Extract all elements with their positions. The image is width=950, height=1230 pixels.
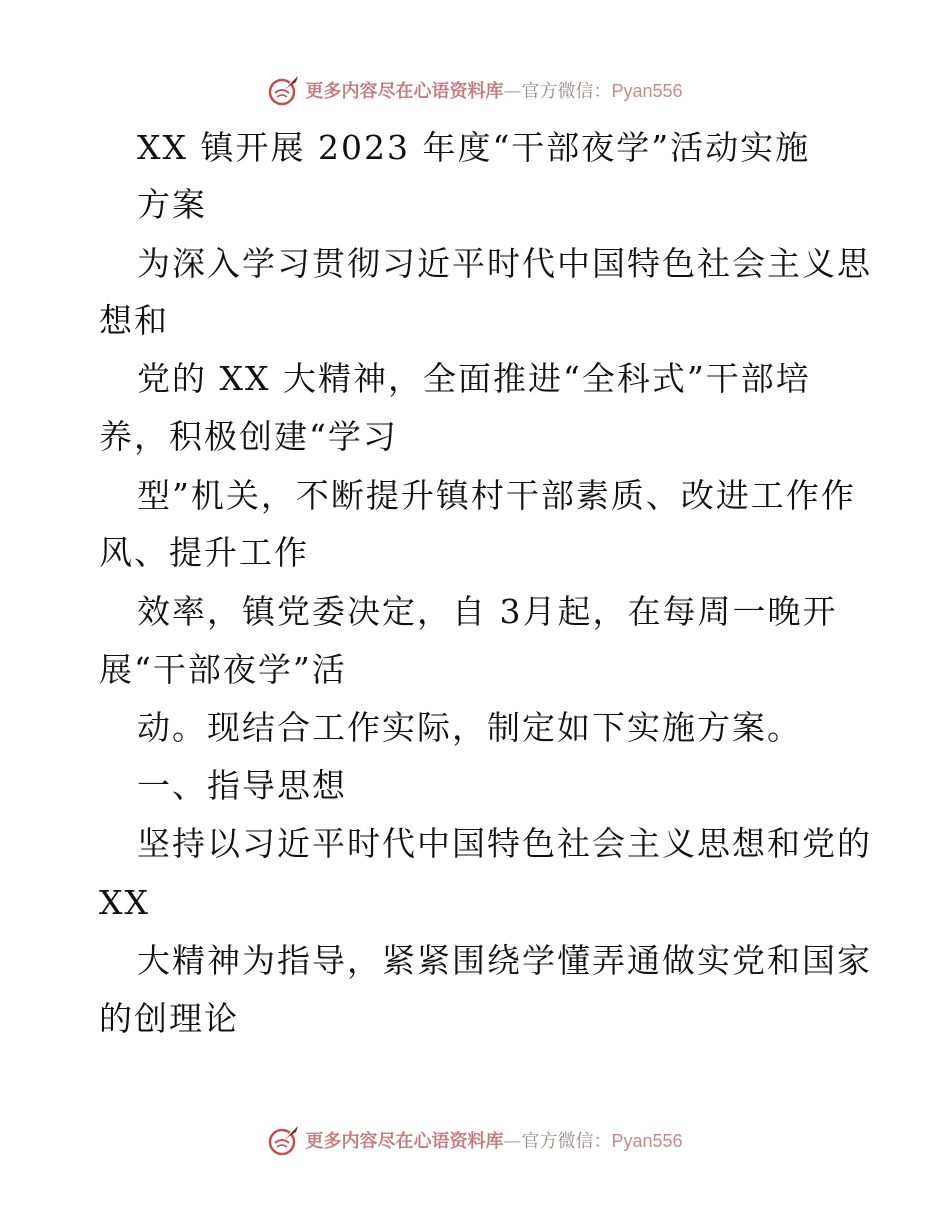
watermark-separator: — (503, 1131, 522, 1152)
watermark-text (305, 77, 682, 103)
paragraph-line: 型”机关，不断提升镇村干部素质、改进工作作 (137, 476, 856, 515)
watermark-separator: — (503, 81, 522, 102)
paragraph-line: 效率，镇党委决定，自 3月起，在每周一晚开 (137, 592, 838, 631)
watermark-wechat-id: Pyan556 (611, 81, 683, 101)
paragraph-line: 想和 (99, 301, 169, 340)
book-quill-logo-icon (267, 73, 301, 107)
header-watermark (0, 70, 950, 110)
watermark-title: 更多内容尽在心语资料库 (305, 81, 504, 102)
section-heading: 一、指导思想 (137, 766, 347, 805)
paragraph-line: 党的 XX 大精神，全面推进“全科式”干部培 (137, 359, 811, 398)
watermark-wechat-id: Pyan556 (611, 1131, 683, 1151)
paragraph-line: XX (99, 883, 150, 922)
paragraph-line: 养，积极创建“学习 (99, 417, 398, 456)
paragraph-line: 的创理论 (99, 999, 239, 1038)
paragraph-line: 风、提升工作 (99, 533, 309, 572)
watermark-title: 更多内容尽在心语资料库 (305, 1131, 504, 1152)
watermark-label: 官方微信： (521, 1131, 612, 1152)
paragraph-line: 坚持以习近平时代中国特色社会主义思想和党的 (137, 824, 872, 863)
paragraph-line: 动。现结合工作实际，制定如下实施方案。 (137, 708, 802, 747)
watermark-text (305, 1127, 682, 1153)
book-quill-logo-icon (267, 1123, 301, 1157)
document-title-line-2: 方案 (137, 185, 207, 224)
paragraph-line: 为深入学习贯彻习近平时代中国特色社会主义思 (137, 244, 872, 283)
paragraph-line: 展“干部夜学”活 (99, 650, 347, 689)
footer-watermark (0, 1120, 950, 1160)
watermark-label: 官方微信： (521, 81, 612, 102)
document-title-line-1: XX 镇开展 2023 年度“干部夜学”活动实施 (137, 128, 811, 167)
paragraph-line: 大精神为指导，紧紧围绕学懂弄通做实党和国家 (137, 941, 872, 980)
